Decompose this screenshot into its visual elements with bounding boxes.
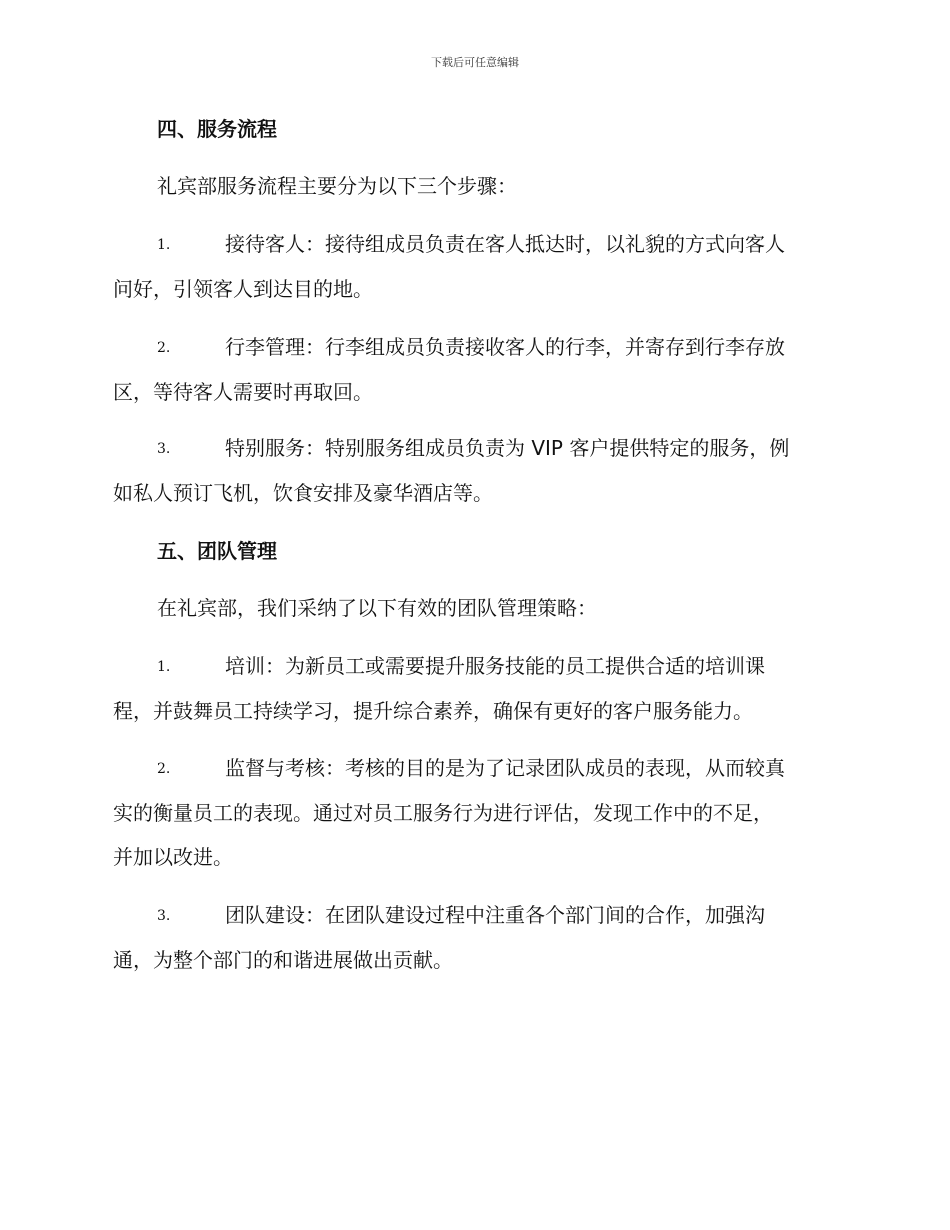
list-item-text: 通，为整个部门的和谐进展做出贡献。 bbox=[113, 948, 453, 972]
list-item-text: 实的衡量员工的表现。通过对员工服务行为进行评估，发现工作中的不足， bbox=[113, 801, 773, 825]
list-item bbox=[113, 644, 833, 733]
list-number: 2. bbox=[157, 340, 171, 356]
list-number: 1. bbox=[157, 237, 171, 253]
list-item-text: 监督与考核：考核的目的是为了记录团队成员的表现，从而较真 bbox=[225, 756, 785, 780]
list-item bbox=[113, 426, 833, 515]
list-item-text: 团队建设：在团队建设过程中注重各个部门间的合作，加强沟 bbox=[225, 903, 765, 927]
page-header-note: 下载后可任意编辑 bbox=[431, 56, 519, 69]
list-item-text: 接待客人：接待组成员负责在客人抵达时，以礼貌的方式向客人 bbox=[225, 232, 785, 256]
section-intro: 礼宾部服务流程主要分为以下三个步骤： bbox=[157, 174, 517, 198]
section-intro: 在礼宾部，我们采纳了以下有效的团队管理策略： bbox=[157, 596, 597, 620]
list-item-text: 培训：为新员工或需要提升服务技能的员工提供合适的培训课 bbox=[225, 654, 765, 678]
list-item-text: 程，并鼓舞员工持续学习，提升综合素养，确保有更好的客户服务能力。 bbox=[113, 699, 753, 723]
list-item bbox=[113, 222, 833, 311]
list-item-text: 行李管理：行李组成员负责接收客人的行李，并寄存到行李存放 bbox=[225, 335, 785, 359]
list-item-text: 问好，引领客人到达目的地。 bbox=[113, 277, 373, 301]
list-item-text: 如私人预订飞机，饮食安排及豪华酒店等。 bbox=[113, 481, 493, 505]
list-number: 3. bbox=[157, 441, 171, 457]
list-item bbox=[113, 746, 833, 879]
list-number: 2. bbox=[157, 761, 171, 777]
list-item bbox=[113, 893, 833, 982]
list-item bbox=[113, 325, 833, 414]
section-heading-service-process: 四、服务流程 bbox=[157, 117, 277, 141]
list-number: 3. bbox=[157, 908, 171, 924]
list-item-text: 区，等待客人需要时再取回。 bbox=[113, 380, 373, 404]
list-item-text: 特别服务：特别服务组成员负责为 VIP 客户提供特定的服务，例 bbox=[225, 436, 790, 460]
section-heading-team-management: 五、团队管理 bbox=[157, 539, 277, 563]
list-item-text: 并加以改进。 bbox=[113, 845, 233, 869]
list-number: 1. bbox=[157, 659, 171, 675]
